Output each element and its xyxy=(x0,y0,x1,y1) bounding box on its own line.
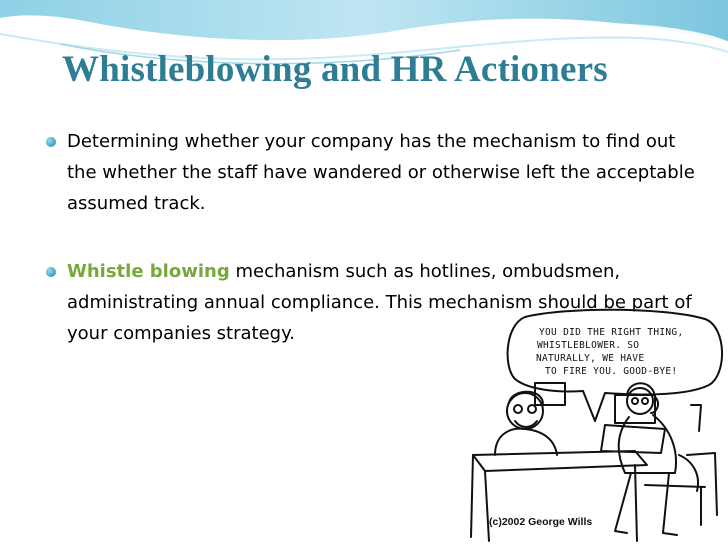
bullet-text: mechanism such as hotlines, ombudsmen, administrating annual compliance. This mechanism should be part of your companies strategy. xyxy=(67,261,692,344)
bullet-icon xyxy=(46,137,56,147)
speech-line: TO FIRE YOU. GOOD-BYE! xyxy=(545,366,678,377)
speech-line: NATURALLY, WE HAVE xyxy=(536,353,645,364)
speech-line: YOU DID THE RIGHT THING, xyxy=(539,327,684,338)
bullet-text: Determining whether your company has the mechanism to find out the whether the staff have wandered or otherwise left the acceptable assumed track. xyxy=(67,131,695,214)
cartoon-illustration xyxy=(465,305,728,546)
bullet-icon xyxy=(46,267,56,277)
highlight-term: Whistle blowing xyxy=(67,261,230,282)
speech-line: WHISTLEBLOWER. SO xyxy=(537,340,640,351)
slide-title: Whistleblowing and HR Actioners xyxy=(62,49,608,90)
cartoon-credit: (c)2002 George Wills xyxy=(489,516,593,528)
bullet-item-mechanism xyxy=(46,126,696,219)
